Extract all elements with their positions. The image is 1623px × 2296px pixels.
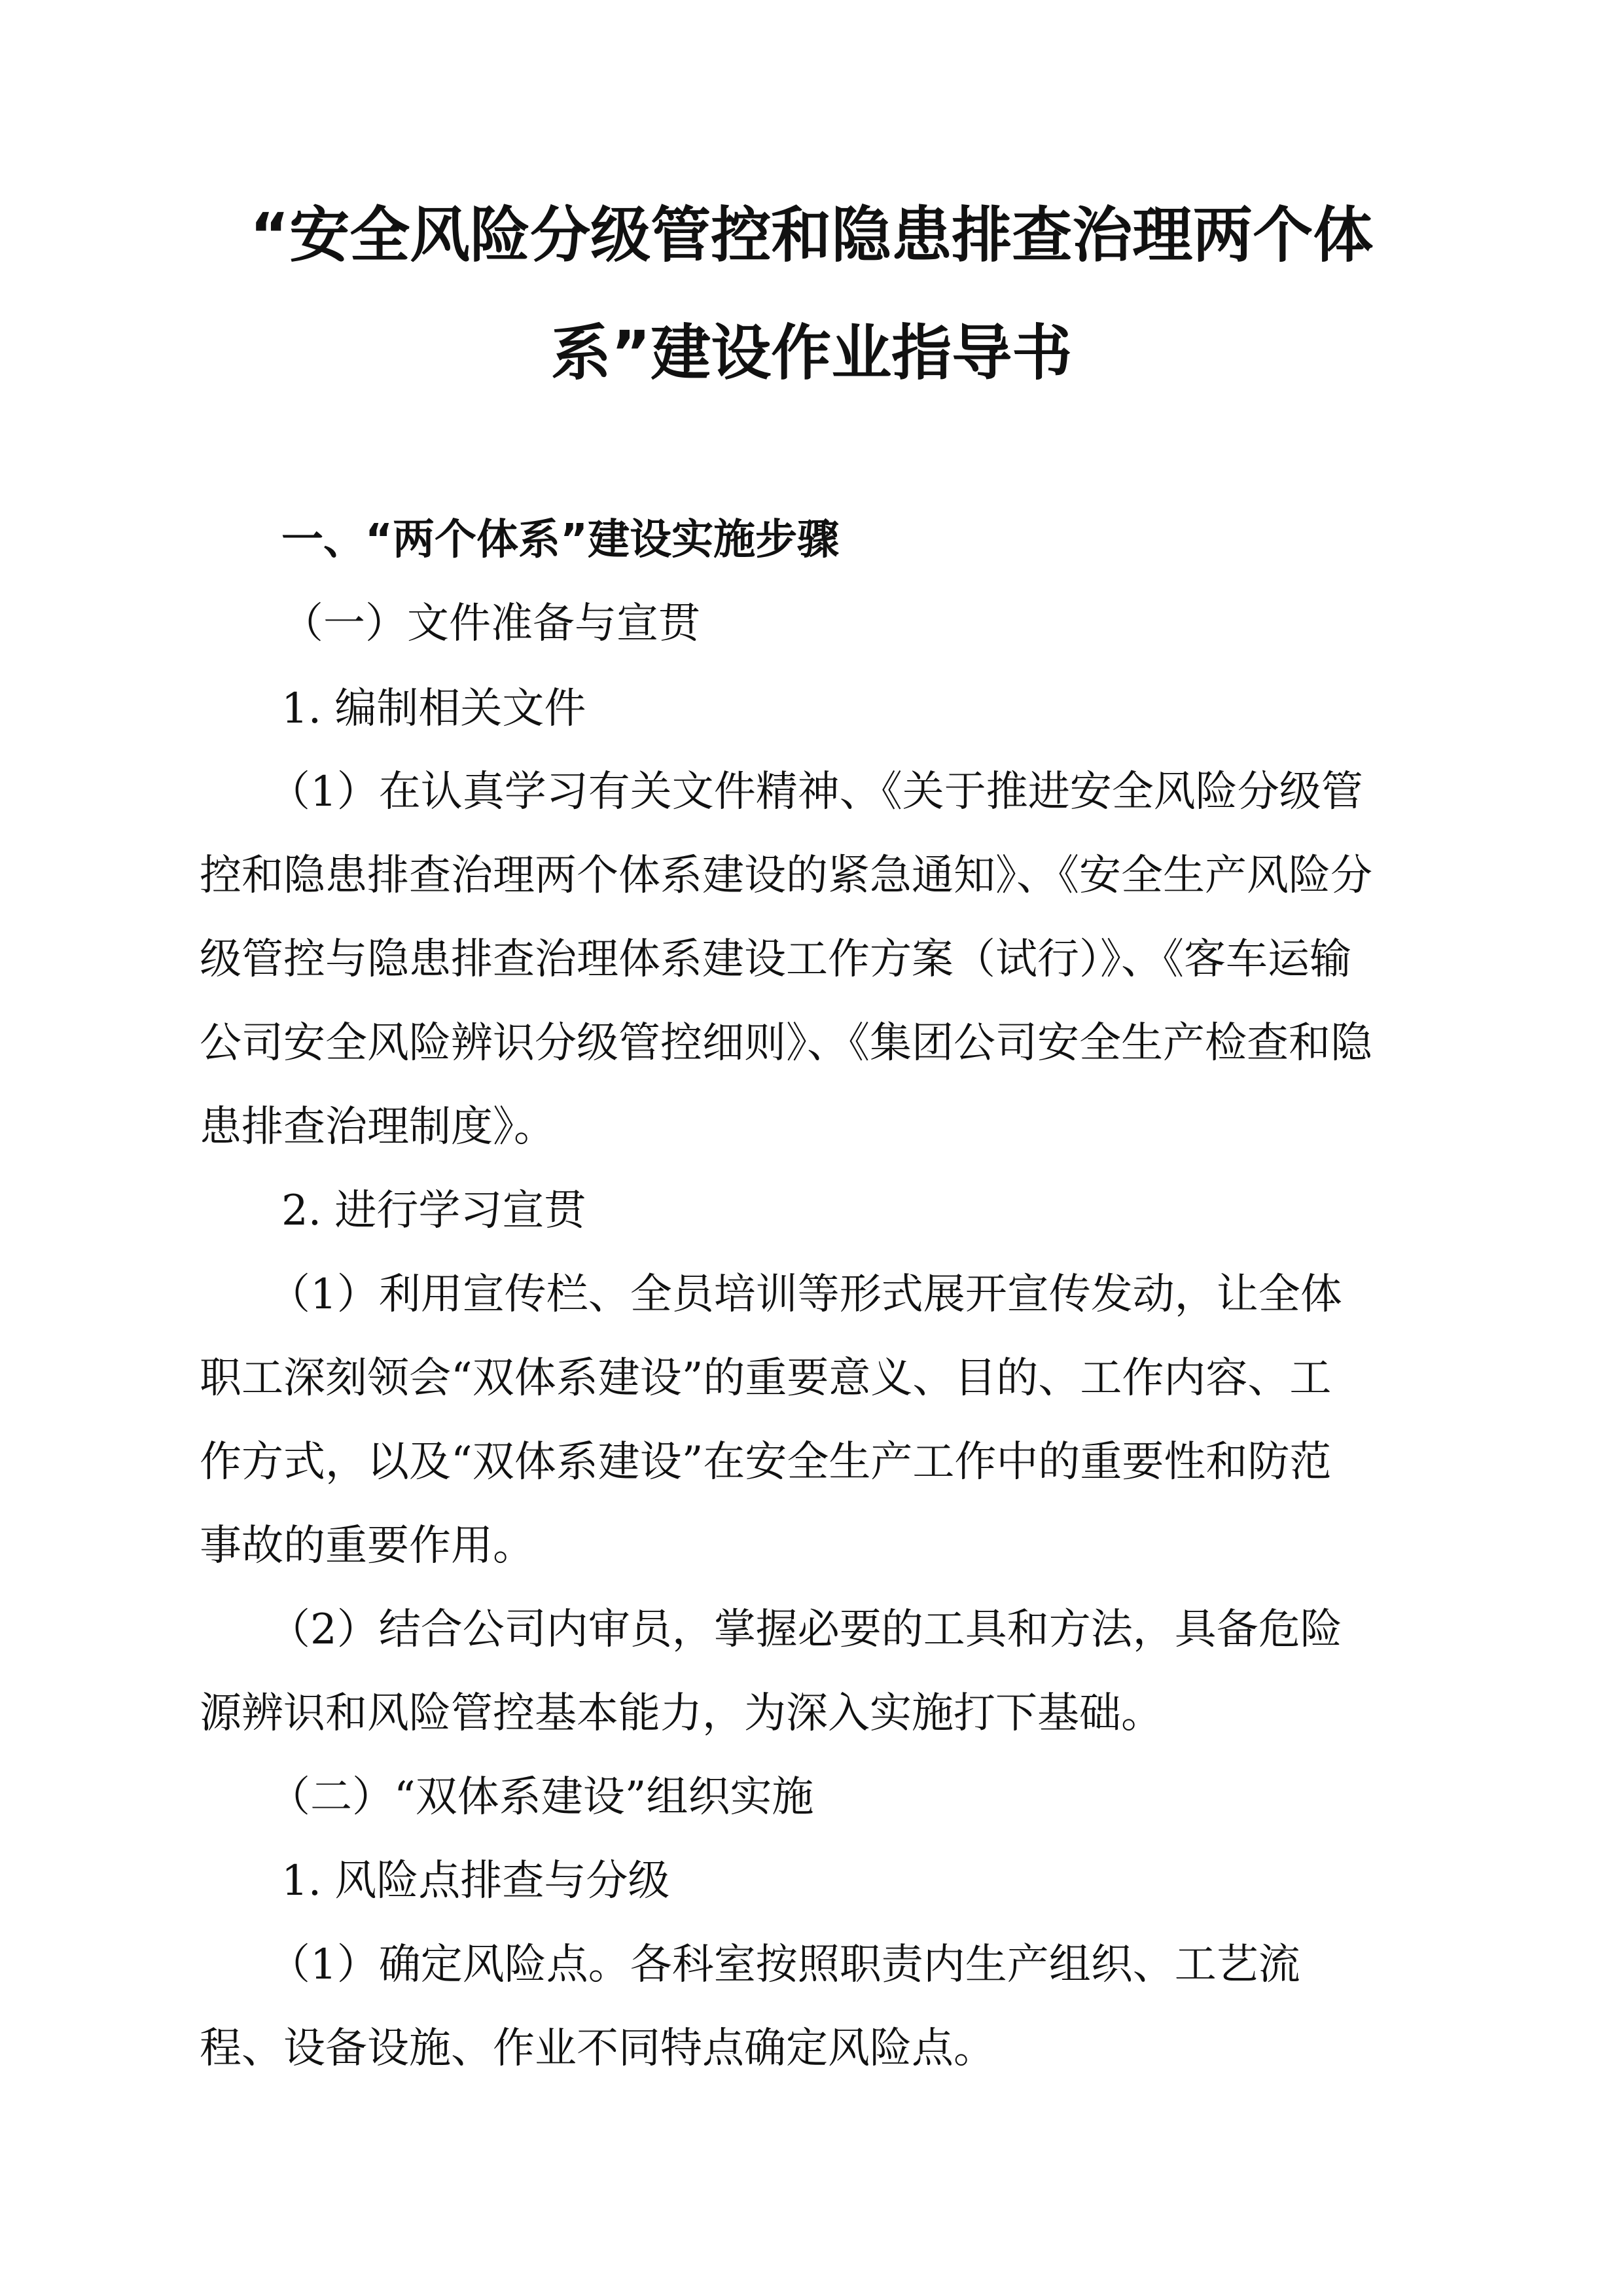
paragraph-line: （2）结合公司内审员，掌握必要的工具和方法，具备危险	[268, 1605, 1342, 1654]
paragraph-line: 程、设备设施、作业不同特点确定风险点。	[200, 2024, 995, 2073]
paragraph-line: 控和隐患排查治理两个体系建设的紧急通知》、《安全生产风险分	[200, 852, 1372, 900]
subsection-heading: （一）文件准备与宣贯	[281, 600, 700, 648]
item-heading: 1. 风险点排查与分级	[281, 1857, 670, 1905]
paragraph-line: 患排查治理制度》。	[200, 1103, 556, 1151]
document-title-line-2: 系”建设作业指导书	[550, 318, 1073, 388]
item-heading: 1. 编制相关文件	[281, 685, 586, 733]
paragraph-line: 公司安全风险辨识分级管控细则》、《集团公司安全生产检查和隐	[200, 1019, 1372, 1067]
paragraph-line: （1）利用宣传栏、全员培训等形式展开宣传发动，让全体	[268, 1270, 1342, 1319]
paragraph-line: （1）在认真学习有关文件精神、《关于推进安全风险分级管	[268, 768, 1363, 816]
section-heading: 一、“两个体系”建设实施步骤	[281, 516, 840, 564]
paragraph-line: 级管控与隐患排查治理体系建设工作方案（试行）》、《客车运输	[200, 935, 1351, 984]
subsection-heading: （二）“双体系建设”组织实施	[268, 1773, 814, 1821]
paragraph-line: 事故的重要作用。	[200, 1522, 535, 1570]
paragraph-line: 职工深刻领会“双体系建设”的重要意义、目的、工作内容、工	[200, 1354, 1332, 1403]
paragraph-line: 源辨识和风险管控基本能力，为深入实施打下基础。	[200, 1689, 1163, 1738]
paragraph-line: 作方式，以及“双体系建设”在安全生产工作中的重要性和防范	[200, 1438, 1332, 1486]
item-heading: 2. 进行学习宣贯	[281, 1187, 586, 1235]
document-title-line-1: “安全风险分级管控和隐患排查治理两个体	[249, 200, 1374, 270]
paragraph-line: （1）确定风险点。各科室按照职责内生产组织、工艺流	[268, 1941, 1300, 1989]
